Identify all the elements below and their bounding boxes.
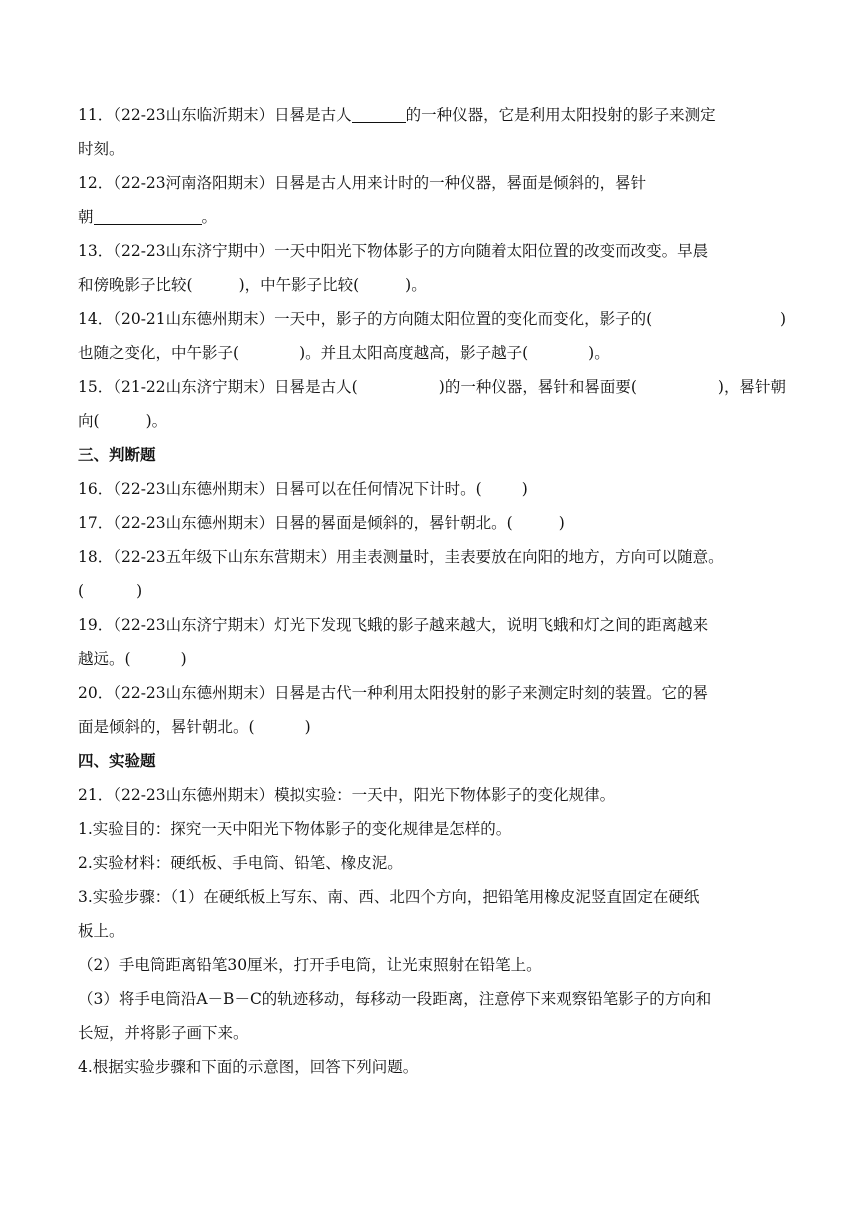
question-19-text-b: 越远。(: [78, 650, 131, 668]
question-15-text-a: 15．（21-22山东济宁期末）日晷是古人(: [78, 378, 358, 396]
question-20-text-b: 面是倾斜的，晷针朝北。(: [78, 718, 255, 736]
question-13-text-a: 13．（22-23山东济宁期中）一天中阳光下物体影子的方向随着太阳位置的改变而改变。早晨: [78, 242, 709, 260]
question-20-line-1: [78, 676, 786, 710]
question-11-line-1: [78, 98, 786, 132]
question-16-text: 16．（22-23山东德州期末）日晷可以在任何情况下计时。(: [78, 480, 482, 498]
question-15-text-c: )，晷针朝: [717, 378, 786, 396]
question-12-text-b: 朝: [78, 208, 94, 226]
question-20-text: 20．（22-23山东德州期末）日晷是古代一种利用太阳投射的影子来测定时刻的装置。它的晷: [78, 684, 709, 702]
question-19-line-2: [78, 642, 786, 676]
question-18-close: ): [136, 582, 143, 600]
question-18-open: (: [78, 582, 85, 600]
question-11-text-a: 11．（22-23山东临沂期末）日晷是古人: [78, 106, 352, 124]
question-13-line-1: [78, 234, 786, 268]
experiment-steps-line-1: 3.实验步骤：（1）在硬纸板上写东、南、西、北四个方向，把铅笔用橡皮泥竖直固定在硬纸: [78, 888, 700, 906]
question-20-line-2: [78, 710, 786, 744]
experiment-step-3-line-2: 长短，并将影子画下来。: [78, 1024, 249, 1042]
question-15-text-b: )的一种仪器，晷针和晷面要(: [438, 378, 637, 396]
question-13-text-c: )，中午影子比较(: [238, 276, 360, 294]
question-16-close: ): [521, 480, 528, 498]
question-16: [78, 472, 786, 506]
question-11-text-c: 时刻。: [78, 140, 125, 158]
question-15-text-d: 向(: [78, 412, 100, 430]
question-15-line-2: [78, 404, 786, 438]
question-13-line-2: [78, 268, 786, 302]
question-21: 21．（22-23山东德州期末）模拟实验：一天中，阳光下物体影子的变化规律。: [78, 786, 616, 804]
question-19-line-1: [78, 608, 786, 642]
question-17: [78, 506, 786, 540]
question-14-text-b: ): [779, 310, 786, 328]
question-19-close: ): [180, 650, 187, 668]
question-12-text-c: 。: [201, 208, 218, 226]
question-15-text-e: )。: [145, 412, 168, 430]
experiment-steps-line-2: 板上。: [78, 922, 125, 940]
question-13-text-d: )。: [405, 276, 427, 294]
question-17-close: ): [558, 514, 565, 532]
experiment-purpose: 1.实验目的：探究一天中阳光下物体影子的变化规律是怎样的。: [78, 820, 512, 838]
question-14-text-a: 14．（20-21山东德州期末）一天中，影子的方向随太阳位置的变化而变化，影子的(: [78, 310, 653, 328]
question-19-text: 19．（22-23山东济宁期末）灯光下发现飞蛾的影子越来越大，说明飞蛾和灯之间的距离越来: [78, 616, 709, 634]
question-14-line-2: [78, 336, 786, 370]
section-heading-experiment: 四、实验题: [78, 751, 156, 770]
question-18-line-2: [78, 574, 786, 608]
question-11-line-2: [78, 132, 786, 166]
question-11-text-b: 的一种仪器，它是利用太阳投射的影子来测定: [405, 106, 716, 124]
question-14-text-e: )。: [588, 344, 610, 362]
question-14-text-c: 也随之变化，中午影子(: [78, 344, 240, 362]
question-20-close: ): [304, 718, 311, 736]
question-12-line-2: [78, 200, 786, 234]
question-14-line-1: [78, 302, 786, 336]
experiment-materials: 2.实验材料：硬纸板、手电筒、铅笔、橡皮泥。: [78, 854, 403, 872]
experiment-step-3-line-1: （3）将手电筒沿A－B－C的轨迹移动，每移动一段距离，注意停下来观察铅笔影子的方向和: [78, 990, 712, 1008]
question-18-line-1: [78, 540, 786, 574]
section-heading-judgement: 三、判断题: [78, 445, 156, 464]
question-17-text: 17．（22-23山东德州期末）日晷的晷面是倾斜的，晷针朝北。(: [78, 514, 513, 532]
answer-blank[interactable]: [94, 206, 202, 225]
question-18-text: 18．（22-23五年级下山东东营期末）用圭表测量时，圭表要放在向阳的地方，方向可以随意。: [78, 548, 724, 566]
answer-blank[interactable]: [352, 104, 406, 123]
worksheet-page: [78, 98, 786, 1084]
question-13-text-b: 和傍晚影子比较(: [78, 276, 193, 294]
experiment-task: 4.根据实验步骤和下面的示意图，回答下列问题。: [78, 1058, 419, 1076]
question-12-line-1: [78, 166, 786, 200]
question-12-text-a: 12．（22-23河南洛阳期末）日晷是古人用来计时的一种仪器，晷面是倾斜的，晷针: [78, 174, 647, 192]
experiment-step-2: （2）手电筒距离铅笔30厘米，打开手电筒，让光束照射在铅笔上。: [78, 956, 542, 974]
question-15-line-1: [78, 370, 786, 404]
question-14-text-d: )。并且太阳高度越高，影子越子(: [299, 344, 529, 362]
